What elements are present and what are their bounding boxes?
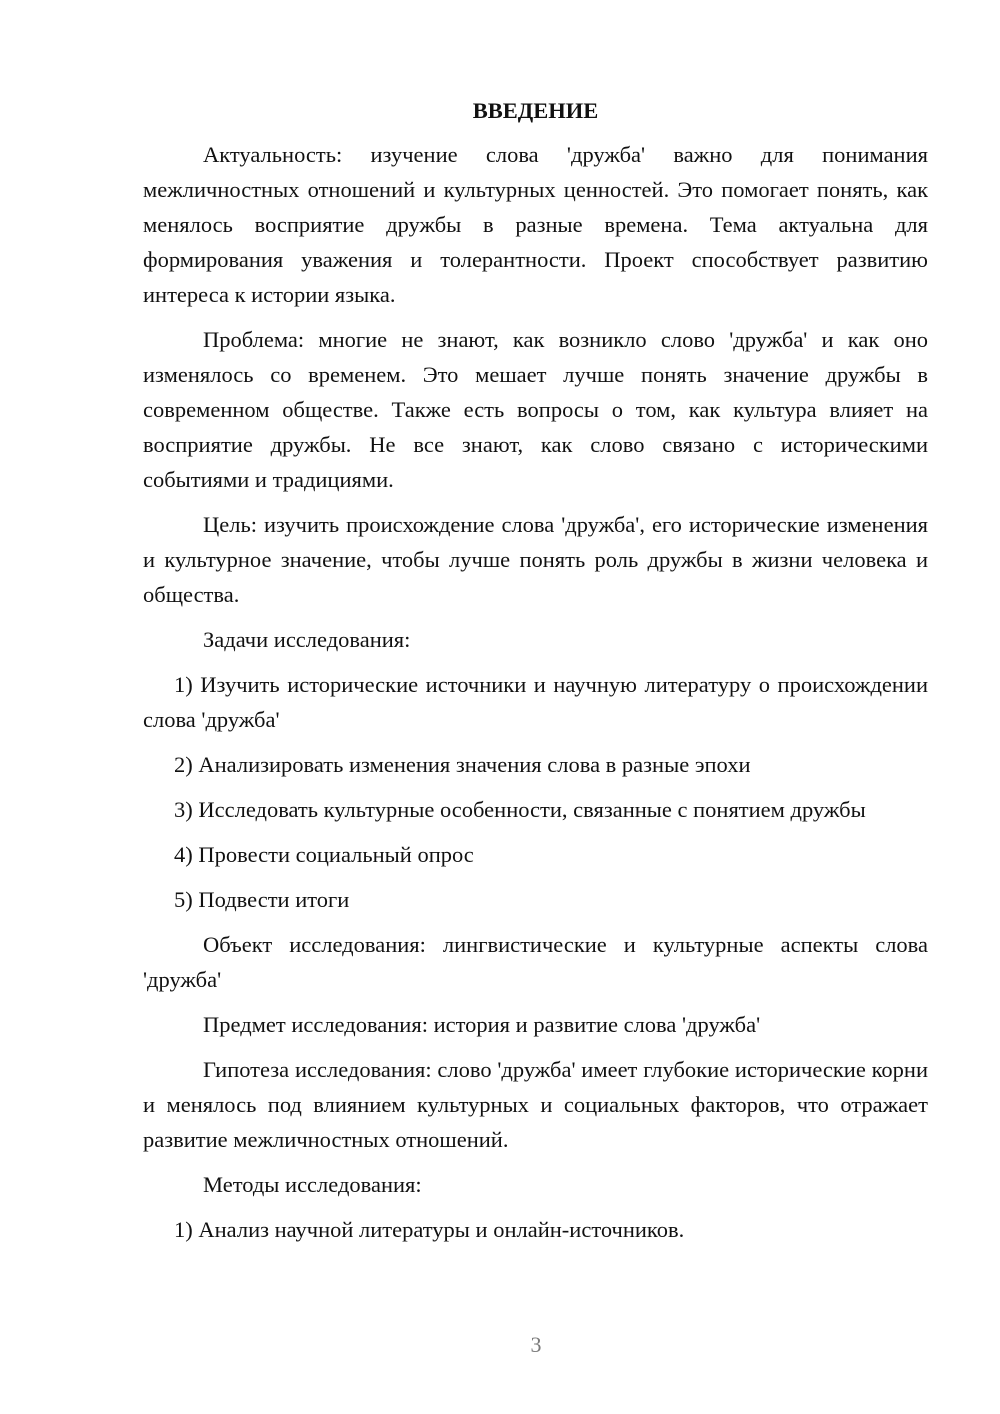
task-item-1: 1) Изучить исторические источники и научную литературу о происхождении слова 'дружба'	[143, 672, 928, 732]
problem-paragraph: Проблема: многие не знают, как возникло слово 'дружба' и как оно изменялось со временем. Это мешает лучше понять значение дружбы в современном обществе. Также есть вопросы о том, как культура влияет на восприятие дружбы. Не все знают, как слово связано с историческими событиями и традициями.	[143, 327, 928, 492]
page-number: 3	[530, 1332, 542, 1357]
task-item-2: 2) Анализировать изменения значения слова в разные эпохи	[174, 752, 751, 777]
methods-heading: Методы исследования:	[203, 1172, 422, 1197]
task-item-3: 3) Исследовать культурные особенности, связанные с понятием дружбы	[174, 797, 866, 822]
page-title: ВВЕДЕНИЕ	[472, 98, 599, 123]
tasks-heading: Задачи исследования:	[203, 627, 411, 652]
relevance-paragraph: Актуальность: изучение слова 'дружба' важно для понимания межличностных отношений и культурных ценностей. Это помогает понять, как менялось восприятие дружбы в разные времена. Тема актуальна для формирования уважения и толерантности. Проект способствует развитию интереса к истории языка.	[143, 142, 928, 307]
method-item-1: 1) Анализ научной литературы и онлайн-источников.	[174, 1217, 685, 1242]
document-page	[143, 94, 928, 1257]
hypothesis-paragraph: Гипотеза исследования: слово 'дружба' имеет глубокие исторические корни и менялось под влиянием культурных и социальных факторов, что отражает развитие межличностных отношений.	[143, 1057, 928, 1152]
task-item-4: 4) Провести социальный опрос	[174, 842, 474, 867]
object-paragraph: Объект исследования: лингвистические и культурные аспекты слова 'дружба'	[143, 932, 928, 992]
goal-paragraph: Цель: изучить происхождение слова 'дружба', его исторические изменения и культурное значение, чтобы лучше понять роль дружбы в жизни человека и общества.	[143, 512, 928, 607]
subject-paragraph: Предмет исследования: история и развитие слова 'дружба'	[203, 1012, 761, 1037]
task-item-5: 5) Подвести итоги	[174, 887, 350, 912]
